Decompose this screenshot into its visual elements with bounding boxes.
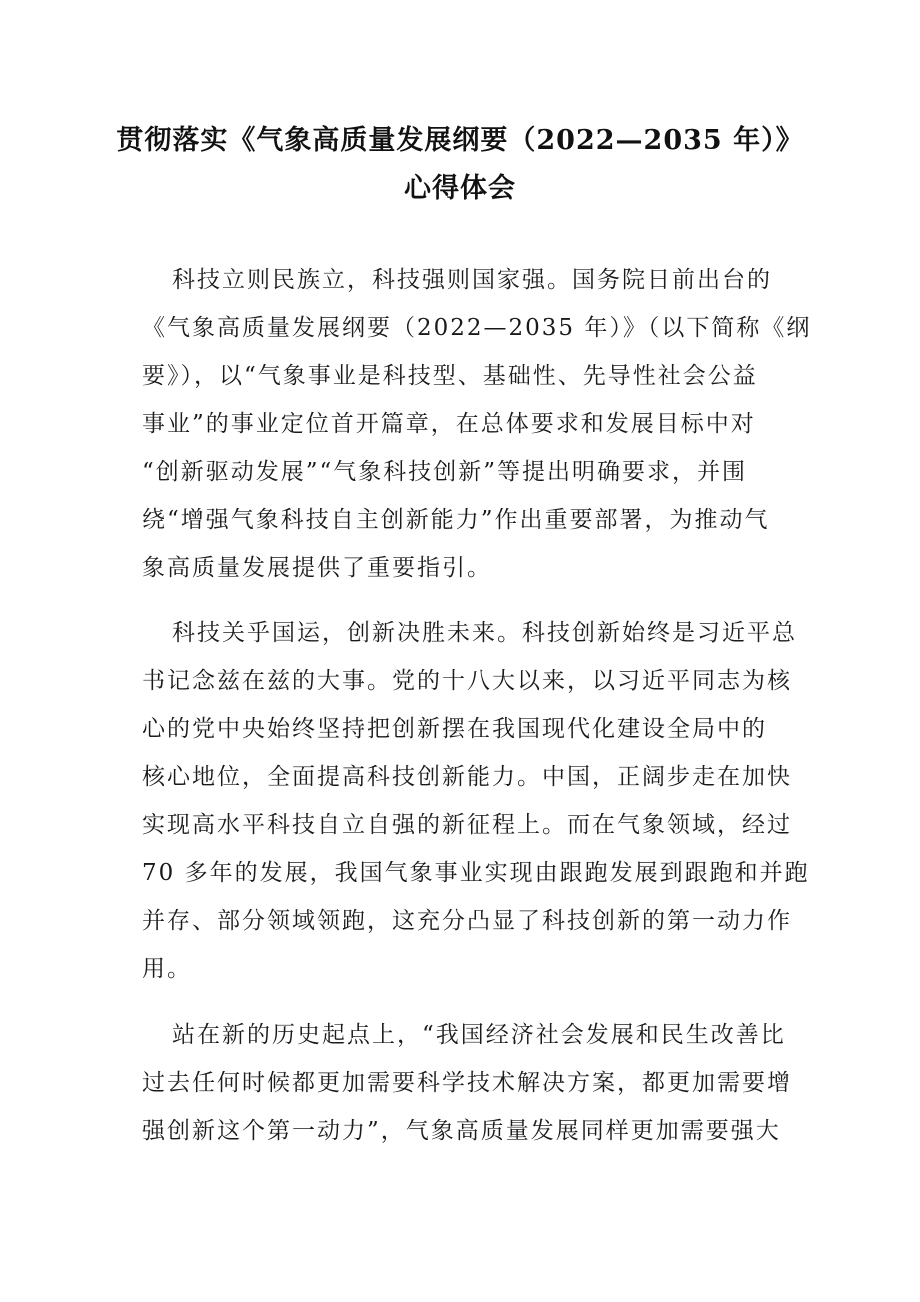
paragraph-1-line-7: 象高质量发展提供了重要指引。 bbox=[142, 555, 492, 581]
paragraph-2-line-1: 科技关乎国运，创新决胜未来。科技创新始终是习近平总 bbox=[172, 620, 797, 646]
paragraph-2-line-5: 实现高水平科技自立自强的新征程上。而在气象领域，经过 bbox=[142, 812, 792, 838]
paragraph-2-line-3: 心的党中央始终坚持把创新摆在我国现代化建设全局中的 bbox=[142, 716, 767, 742]
paragraph-1-line-4: 事业”的事业定位首开篇章，在总体要求和发展目标中对 bbox=[142, 411, 756, 437]
paragraph-3-line-2: 过去任何时候都更加需要科学技术解决方案，都更加需要增 bbox=[142, 1070, 792, 1096]
paragraph-2-line-7: 并存、部分领域领跑，这充分凸显了科技创新的第一动力作 bbox=[142, 908, 792, 934]
paragraph-3-line-1: 站在新的历史起点上，“我国经济社会发展和民生改善比 bbox=[172, 1022, 786, 1048]
paragraph-2-line-8: 用。 bbox=[142, 956, 192, 982]
document-title-line-2: 心得体会 bbox=[404, 173, 516, 204]
paragraph-2-line-6: 70 多年的发展，我国气象事业实现由跟跑发展到跟跑和并跑 bbox=[142, 860, 810, 886]
paragraph-2-line-2: 书记念兹在兹的大事。党的十八大以来，以习近平同志为核 bbox=[142, 668, 792, 694]
paragraph-2-line-4: 核心地位，全面提高科技创新能力。中国，正阔步走在加快 bbox=[142, 764, 792, 790]
paragraph-1-line-5: “创新驱动发展”“气象科技创新”等提出明确要求，并围 bbox=[142, 459, 748, 485]
paragraph-1-line-2: 《气象高质量发展纲要（2022—2035 年）》（以下简称《纲 bbox=[142, 315, 812, 341]
paragraph-1-line-6: 绕“增强气象科技自主创新能力”作出重要部署，为推动气 bbox=[142, 507, 770, 533]
document-title-line-1: 贯彻落实《气象高质量发展纲要（2022—2035 年）》 bbox=[116, 125, 804, 156]
paragraph-3-line-3: 强创新这个第一动力”，气象高质量发展同样更加需要强大 bbox=[142, 1118, 781, 1144]
paragraph-1-line-1: 科技立则民族立，科技强则国家强。国务院日前出台的 bbox=[172, 267, 772, 293]
paragraph-1-line-3: 要》），以“气象事业是科技型、基础性、先导性社会公益 bbox=[142, 363, 758, 389]
